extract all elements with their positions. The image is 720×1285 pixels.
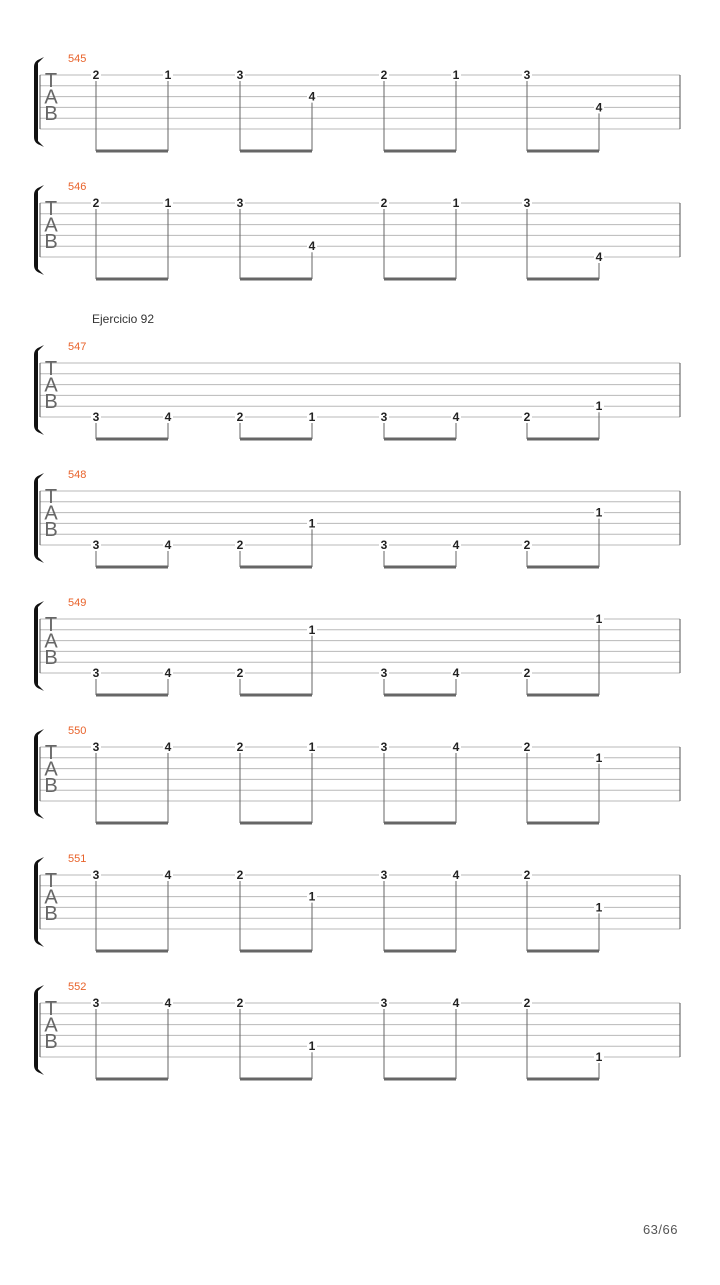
measure-number: 548 xyxy=(68,469,87,481)
fret-number: 1 xyxy=(308,622,316,637)
beam xyxy=(527,1078,599,1081)
beam xyxy=(384,566,456,569)
fret-number: 4 xyxy=(164,740,172,754)
tab-clef-letter: A xyxy=(44,374,58,397)
beam xyxy=(96,150,168,153)
fret-number: 4 xyxy=(164,410,172,424)
fret-number: 2 xyxy=(523,996,531,1010)
tab-clef-letter: B xyxy=(44,231,58,253)
fret-number: 2 xyxy=(92,68,100,82)
section-title: Ejercicio 92 xyxy=(92,312,155,326)
system-bracket xyxy=(34,185,44,275)
fret-number: 2 xyxy=(236,868,244,882)
tab-clef-letter: B xyxy=(44,103,58,125)
measure-number: 545 xyxy=(68,53,87,65)
tab-clef-letter: A xyxy=(44,86,58,109)
fret-number: 2 xyxy=(380,196,388,210)
tab-clef-letter: T xyxy=(44,742,58,764)
beam xyxy=(527,950,599,953)
measure-number: 546 xyxy=(68,181,87,193)
beam xyxy=(240,150,312,153)
tab-clef-letter: B xyxy=(44,519,58,541)
fret-number: 3 xyxy=(380,666,388,680)
tab-clef-letter: A xyxy=(44,214,58,237)
fret-number: 4 xyxy=(308,89,316,104)
fret-number: 2 xyxy=(236,740,244,754)
beam xyxy=(240,566,312,569)
fret-number: 3 xyxy=(92,538,100,552)
beam xyxy=(96,950,168,953)
beam xyxy=(527,694,599,697)
beam xyxy=(384,694,456,697)
fret-number: 2 xyxy=(236,996,244,1010)
system-bracket xyxy=(34,601,44,691)
fret-number: 1 xyxy=(164,68,172,82)
fret-number: 2 xyxy=(236,666,244,680)
fret-number: 3 xyxy=(92,740,100,754)
beam xyxy=(527,150,599,153)
fret-number: 1 xyxy=(595,900,603,915)
tab-clef-letter: B xyxy=(44,647,58,669)
fret-number: 4 xyxy=(452,868,460,882)
beam xyxy=(527,438,599,441)
beam xyxy=(527,278,599,281)
tab-clef-letter: B xyxy=(44,903,58,925)
fret-number: 1 xyxy=(452,68,460,82)
fret-number: 3 xyxy=(523,68,531,82)
fret-number: 1 xyxy=(595,750,603,765)
fret-number: 1 xyxy=(595,399,603,414)
fret-number: 4 xyxy=(595,100,603,115)
beam xyxy=(384,278,456,281)
beam xyxy=(527,566,599,569)
fret-number: 3 xyxy=(92,996,100,1010)
tab-clef-letter: T xyxy=(44,198,58,220)
fret-number: 3 xyxy=(380,538,388,552)
beam xyxy=(96,278,168,281)
fret-number: 2 xyxy=(523,868,531,882)
system-bracket xyxy=(34,729,44,819)
beam xyxy=(240,1078,312,1081)
system-bracket xyxy=(34,857,44,947)
tab-clef-letter: B xyxy=(44,391,58,413)
tab-clef-letter: A xyxy=(44,630,58,653)
tab-clef-letter: B xyxy=(44,1031,58,1053)
fret-number: 2 xyxy=(92,196,100,210)
tab-clef-letter: A xyxy=(44,1014,58,1037)
fret-number: 1 xyxy=(308,516,316,531)
fret-number: 4 xyxy=(164,996,172,1010)
fret-number: 4 xyxy=(452,538,460,552)
measure-number: 551 xyxy=(68,853,87,865)
fret-number: 2 xyxy=(523,666,531,680)
measure-number: 547 xyxy=(68,341,87,353)
tab-clef-letter: B xyxy=(44,775,58,797)
beam xyxy=(96,566,168,569)
fret-number: 3 xyxy=(380,740,388,754)
fret-number: 1 xyxy=(308,410,316,424)
fret-number: 3 xyxy=(92,410,100,424)
tab-clef-letter: A xyxy=(44,758,58,781)
fret-number: 2 xyxy=(380,68,388,82)
fret-number: 4 xyxy=(164,666,172,680)
beam xyxy=(240,694,312,697)
fret-number: 1 xyxy=(164,196,172,210)
measure-number: 550 xyxy=(68,725,87,737)
page-number: 63/66 xyxy=(642,1222,678,1237)
fret-number: 4 xyxy=(595,250,603,264)
fret-number: 1 xyxy=(595,612,603,626)
fret-number: 3 xyxy=(92,868,100,882)
beam xyxy=(96,694,168,697)
fret-number: 3 xyxy=(380,868,388,882)
beam xyxy=(240,278,312,281)
system-bracket xyxy=(34,985,44,1075)
beam xyxy=(96,822,168,825)
fret-number: 4 xyxy=(452,740,460,754)
fret-number: 2 xyxy=(523,538,531,552)
fret-number: 4 xyxy=(308,239,316,254)
beam xyxy=(96,438,168,441)
system-bracket xyxy=(34,473,44,563)
fret-number: 2 xyxy=(523,410,531,424)
beam xyxy=(384,150,456,153)
fret-number: 1 xyxy=(595,1050,603,1064)
fret-number: 3 xyxy=(236,68,244,82)
fret-number: 1 xyxy=(308,1039,316,1054)
beam xyxy=(384,822,456,825)
fret-number: 1 xyxy=(452,196,460,210)
fret-number: 1 xyxy=(308,740,316,754)
fret-number: 1 xyxy=(595,505,603,520)
beam xyxy=(240,822,312,825)
beam xyxy=(96,1078,168,1081)
beam xyxy=(384,950,456,953)
tab-clef-letter: T xyxy=(44,870,58,892)
fret-number: 3 xyxy=(523,196,531,210)
tab-clef-letter: A xyxy=(44,502,58,525)
fret-number: 1 xyxy=(308,889,316,904)
measure-number: 549 xyxy=(68,597,87,609)
tab-clef-letter: T xyxy=(44,358,58,380)
beam xyxy=(384,438,456,441)
fret-number: 4 xyxy=(164,538,172,552)
beam xyxy=(384,1078,456,1081)
measure-number: 552 xyxy=(68,981,87,993)
fret-number: 4 xyxy=(164,868,172,882)
fret-number: 2 xyxy=(236,410,244,424)
system-bracket xyxy=(34,345,44,435)
tab-clef-letter: T xyxy=(44,70,58,92)
fret-number: 4 xyxy=(452,666,460,680)
tab-clef-letter: T xyxy=(44,614,58,636)
tab-clef-letter: T xyxy=(44,998,58,1020)
fret-number: 3 xyxy=(380,996,388,1010)
beam xyxy=(240,950,312,953)
beam xyxy=(240,438,312,441)
fret-number: 3 xyxy=(380,410,388,424)
fret-number: 4 xyxy=(452,410,460,424)
fret-number: 2 xyxy=(523,740,531,754)
tab-clef-letter: A xyxy=(44,886,58,909)
fret-number: 3 xyxy=(236,196,244,210)
tab-clef-letter: T xyxy=(44,486,58,508)
beam xyxy=(527,822,599,825)
fret-number: 2 xyxy=(236,538,244,552)
fret-number: 3 xyxy=(92,666,100,680)
system-bracket xyxy=(34,57,44,147)
fret-number: 4 xyxy=(452,996,460,1010)
